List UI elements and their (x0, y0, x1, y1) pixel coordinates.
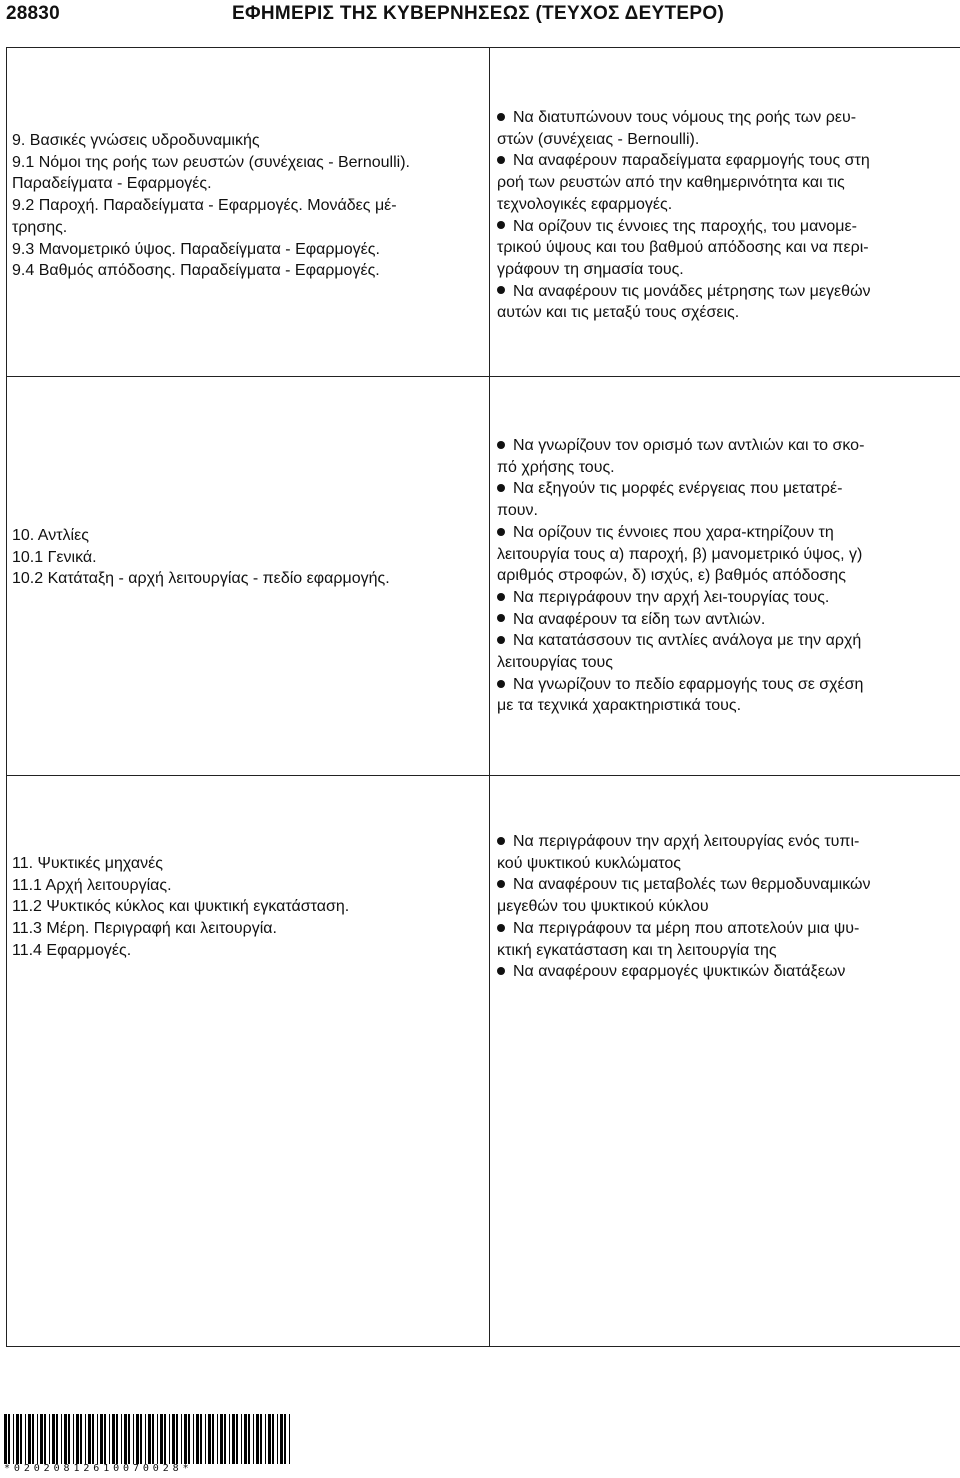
objective-text: ροή των ρευστών από την καθημερινότητα και τις (497, 174, 845, 192)
objective-line (497, 302, 957, 324)
objective-line (497, 478, 957, 500)
barcode-bar (73, 1414, 74, 1464)
objective-text: με τα τεχνικά χαρακτηριστικά τους. (497, 697, 742, 715)
topic-line: 11.1 Αρχή λειτουργίας. (12, 876, 172, 894)
topic-line: Παραδείγματα - Εφαρμογές. (12, 175, 212, 193)
objective-text: Να περιγράφουν την αρχή λει-τουργίας τους. (513, 588, 830, 606)
barcode-bar (253, 1414, 254, 1464)
objective-line (497, 281, 957, 303)
barcode-bar (25, 1414, 26, 1464)
objective-text: Να αναφέρουν τα είδη των αντλιών. (513, 610, 766, 628)
objective-line (497, 194, 957, 216)
objective-text: λειτουργία τους α) παροχή, β) μανομετρικό ύψος, γ) (497, 545, 863, 563)
barcode-bar (20, 1414, 22, 1464)
objective-text: μεγεθών του ψυκτικού κύκλου (497, 898, 709, 916)
barcode-bar (160, 1414, 163, 1464)
barcode-bar (32, 1414, 34, 1464)
objectives-cell (490, 776, 960, 1347)
objective-line (497, 630, 957, 652)
barcode (4, 1414, 294, 1464)
barcode-bar (121, 1414, 122, 1464)
topic-line: 9. Βασικές γνώσεις υδροδυναμικής (12, 132, 260, 149)
barcode-bar (157, 1414, 158, 1464)
objective-text: Να ορίζουν τις έννοιες της παροχής, του μανομε- (513, 217, 857, 235)
objective-line (497, 609, 957, 631)
objective-text: πουν. (497, 502, 538, 520)
barcode-bar (16, 1414, 19, 1464)
bullet-icon (497, 680, 505, 688)
topics-list (8, 777, 488, 962)
objective-line (497, 150, 957, 172)
barcode-bar (52, 1414, 55, 1464)
objective-text: αυτών και τις μεταξύ τους σχέσεις. (497, 304, 740, 322)
objective-text: Να γνωρίζουν το πεδίο εφαρμογής τους σε σχέση (513, 675, 864, 693)
bullet-icon (497, 967, 505, 975)
topic-line: 11. Ψυκτικές μηχανές (12, 855, 163, 872)
objective-line (497, 172, 957, 194)
curriculum-table (6, 47, 960, 1347)
objective-text: Να περιγράφουν την αρχή λειτουργίας ενός τυπι- (513, 833, 860, 850)
barcode-bar (13, 1414, 14, 1464)
objective-line (497, 587, 957, 609)
objectives-list (491, 378, 960, 717)
objective-line (497, 896, 957, 918)
objective-line (497, 237, 957, 259)
topics-list (8, 49, 488, 282)
objective-line (497, 500, 957, 522)
barcode-bar (116, 1414, 118, 1464)
barcode-bar (109, 1414, 110, 1464)
barcode-bar (64, 1414, 67, 1464)
barcode-bar (277, 1414, 278, 1464)
page-number: 28830 (6, 3, 60, 24)
barcode-bar (128, 1414, 130, 1464)
barcode-bar (284, 1414, 286, 1464)
objectives-cell (490, 377, 960, 776)
bullet-icon (497, 156, 505, 164)
barcode-bar (208, 1414, 211, 1464)
bullet-icon (497, 286, 505, 294)
objective-text: λειτουργίας τους (497, 654, 613, 672)
objective-text: πό χρήσης τους. (497, 458, 615, 476)
barcode-bar (164, 1414, 166, 1464)
barcode-bar (76, 1414, 79, 1464)
barcode-bar (97, 1414, 98, 1464)
barcode-bar (268, 1414, 271, 1464)
topic-line: 10. Αντλίες (12, 527, 89, 544)
objective-text: Να περιγράφουν τα μέρη που αποτελούν μια ψυ- (513, 919, 860, 937)
objective-line (497, 259, 957, 281)
table-row (7, 377, 960, 776)
objective-text: τρικού ύψους και του βαθμού απόδοσης και να περι- (497, 239, 869, 257)
barcode-bar (256, 1414, 259, 1464)
objectives-list (491, 777, 960, 983)
objective-line (497, 216, 957, 238)
bullet-icon (497, 221, 505, 229)
barcode-bar (145, 1414, 146, 1464)
barcode-bar (212, 1414, 214, 1464)
barcode-bar (136, 1414, 139, 1464)
objective-line (497, 652, 957, 674)
bullet-icon (497, 593, 505, 601)
barcode-bar (49, 1414, 50, 1464)
bullet-icon (497, 113, 505, 121)
barcode-bar (28, 1414, 31, 1464)
objective-text: Να γνωρίζουν τον ορισμό των αντλιών και το σκο- (513, 437, 865, 454)
bullet-icon (497, 924, 505, 932)
bullet-icon (497, 484, 505, 492)
barcode-bar (236, 1414, 238, 1464)
bullet-icon (497, 441, 505, 449)
barcode-bar (196, 1414, 199, 1464)
barcode-bar (280, 1414, 283, 1464)
barcode-bar (152, 1414, 154, 1464)
objective-line (497, 674, 957, 696)
barcode-bar (92, 1414, 94, 1464)
topic-line: 9.2 Παροχή. Παραδείγματα - Εφαρμογές. Μονάδες μέ- (12, 197, 397, 215)
barcode-bar (188, 1414, 190, 1464)
barcode-bar (44, 1414, 46, 1464)
objective-text: Να ορίζουν τις έννοιες που χαρα-κτηρίζουν τη (513, 523, 834, 541)
barcode-bar (8, 1414, 10, 1464)
barcode-bar (88, 1414, 91, 1464)
barcode-bar (244, 1414, 247, 1464)
barcode-bar (37, 1414, 38, 1464)
barcode-bar (181, 1414, 182, 1464)
topics-cell (7, 776, 490, 1347)
topics-cell (7, 377, 490, 776)
barcode-bar (56, 1414, 58, 1464)
barcode-bar (200, 1414, 202, 1464)
topic-line: τρησης. (12, 218, 68, 236)
topics-list (8, 378, 488, 590)
barcode-bar (289, 1414, 290, 1464)
table-row (7, 48, 960, 377)
barcode-bar (184, 1414, 187, 1464)
barcode-bar (112, 1414, 115, 1464)
objectives-cell (490, 48, 960, 377)
topic-line: 10.2 Κατάταξη - αρχή λειτουργίας - πεδίο εφαρμογής. (12, 570, 390, 588)
barcode-number: *02020812610070028* (4, 1463, 193, 1474)
topic-line: 9.4 Βαθμός απόδοσης. Παραδείγματα - Εφαρμογές. (12, 262, 380, 280)
bullet-icon (497, 528, 505, 536)
objective-text: Να διατυπώνουν τους νόμους της ροής των ρευ- (513, 109, 857, 126)
barcode-bar (40, 1414, 43, 1464)
objective-text: κού ψυκτικού κυκλώματος (497, 854, 681, 872)
barcode-bar (68, 1414, 70, 1464)
objective-line (497, 522, 957, 544)
objective-line (497, 435, 957, 457)
barcode-bar (217, 1414, 218, 1464)
barcode-bar (133, 1414, 134, 1464)
objective-line (497, 695, 957, 717)
barcode-bar (232, 1414, 235, 1464)
objectives-list (491, 49, 960, 324)
objective-line (497, 874, 957, 896)
barcode-bar (248, 1414, 250, 1464)
objective-text: στών (συνέχειας - Bernoulli). (497, 130, 700, 148)
gazette-title: ΕΦΗΜΕΡΙΣ ΤΗΣ ΚΥΒΕΡΝΗΣΕΩΣ (ΤΕΥΧΟΣ ΔΕΥΤΕΡΟ) (232, 3, 725, 24)
objective-line (497, 457, 957, 479)
objective-text: Να αναφέρουν παραδείγματα εφαρμογής τους στη (513, 152, 870, 170)
barcode-bar (229, 1414, 230, 1464)
barcode-bar (148, 1414, 151, 1464)
barcode-bar (61, 1414, 62, 1464)
topic-line: 11.3 Μέρη. Περιγραφή και λειτουργία. (12, 920, 277, 938)
barcode-bar (140, 1414, 142, 1464)
barcode-bar (224, 1414, 226, 1464)
topic-line: 11.2 Ψυκτικός κύκλος και ψυκτική εγκατάσταση. (12, 898, 350, 916)
barcode-bar (4, 1414, 7, 1464)
objective-line (497, 544, 957, 566)
topic-line: 9.3 Μανομετρικό ύψος. Παραδείγματα - Εφαρμογές. (12, 240, 380, 258)
objective-text: Να αναφέρουν εφαρμογές ψυκτικών διατάξεων (513, 963, 846, 981)
objective-text: γράφουν τη σημασία τους. (497, 260, 684, 278)
page-header (0, 0, 960, 36)
table-row (7, 776, 960, 1347)
barcode-bar (85, 1414, 86, 1464)
topic-line: 9.1 Νόμοι της ροής των ρευστών (συνέχειας - Bernoulli). (12, 153, 410, 171)
objective-text: τεχνολογικές εφαρμογές. (497, 195, 673, 213)
barcode-bar (220, 1414, 223, 1464)
objective-text: Να εξηγούν τις μορφές ενέργειας που μετατρέ- (513, 480, 843, 498)
barcode-bar (260, 1414, 262, 1464)
topic-line: 10.1 Γενικά. (12, 548, 97, 566)
objective-text: Να κατατάσσουν τις αντλίες ανάλογα με την αρχή (513, 632, 862, 650)
barcode-bar (205, 1414, 206, 1464)
barcode-bar (265, 1414, 266, 1464)
barcode-bar (124, 1414, 127, 1464)
barcode-bar (241, 1414, 242, 1464)
objective-text: Να αναφέρουν τις μεταβολές των θερμοδυναμικών (513, 876, 871, 894)
objective-line (497, 129, 957, 151)
barcode-bar (104, 1414, 106, 1464)
topic-line: 11.4 Εφαρμογές. (12, 941, 132, 959)
barcode-bar (272, 1414, 274, 1464)
bullet-icon (497, 837, 505, 845)
objective-line (497, 107, 957, 129)
barcode-bar (172, 1414, 175, 1464)
barcode-bar (169, 1414, 170, 1464)
barcode-bar (100, 1414, 103, 1464)
barcode-bar (176, 1414, 178, 1464)
barcode-graphic (4, 1414, 294, 1464)
topics-cell (7, 48, 490, 377)
objective-line (497, 853, 957, 875)
bullet-icon (497, 636, 505, 644)
bullet-icon (497, 614, 505, 622)
objective-line (497, 940, 957, 962)
barcode-bar (193, 1414, 194, 1464)
objective-text: Να αναφέρουν τις μονάδες μέτρησης των μεγεθών (513, 282, 871, 300)
objective-text: κτική εγκατάσταση και τη λειτουργία της (497, 941, 777, 959)
objective-line (497, 918, 957, 940)
objective-line (497, 565, 957, 587)
objective-line (497, 831, 957, 853)
objective-text: αριθμός στροφών, δ) ισχύς, ε) βαθμός απόδοσης (497, 567, 846, 585)
barcode-bar (80, 1414, 82, 1464)
bullet-icon (497, 880, 505, 888)
objective-line (497, 961, 957, 983)
